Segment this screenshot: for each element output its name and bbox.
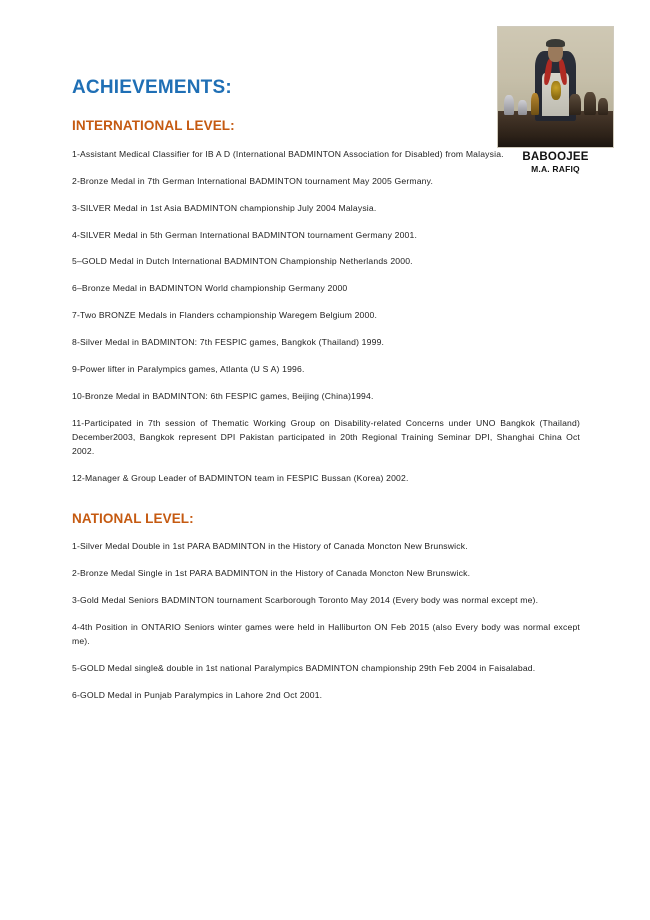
achievement-item: 5-GOLD Medal single& double in 1st national Paralympics BADMINTON championship 29th Feb 2004 in Faisalabad. bbox=[72, 663, 536, 674]
photo-person-cap bbox=[546, 39, 564, 47]
section-national bbox=[72, 512, 580, 703]
photo-caption-subtitle: M.A. RAFIQ bbox=[531, 163, 580, 174]
achievement-item: 6–Bronze Medal in BADMINTON World championship Germany 2000 bbox=[72, 283, 348, 294]
photo-trophy bbox=[598, 98, 608, 115]
achievement-item: 1-Silver Medal Double in 1st PARA BADMINTON in the History of Canada Moncton New Brunswick. bbox=[72, 541, 468, 552]
achievement-item: 12-Manager & Group Leader of BADMINTON team in FESPIC Bussan (Korea) 2002. bbox=[72, 472, 409, 483]
achievement-item: 6-GOLD Medal in Punjab Paralympics in Lahore 2nd Oct 2001. bbox=[72, 690, 323, 701]
achievement-item: 9-Power lifter in Paralympics games, Atlanta (U S A) 1996. bbox=[72, 364, 305, 375]
section-heading-international: INTERNATIONAL LEVEL: bbox=[72, 117, 235, 133]
achievement-item: 3-SILVER Medal in 1st Asia BADMINTON championship July 2004 Malaysia. bbox=[72, 202, 377, 213]
achievement-item: 8-Silver Medal in BADMINTON: 7th FESPIC games, Bangkok (Thailand) 1999. bbox=[72, 337, 385, 348]
achievement-item: 11-Participated in 7th session of Thematic Working Group on Disability-related Concerns under UNO Bangkok (Thailand) December2003, Bangkok represent DPI Pakistan participated in 20th Regional Training Seminar DPI, Shanghai China Oct 2002. bbox=[72, 417, 580, 456]
achievement-item: 4-4th Position in ONTARIO Seniors winter games were held in Halliburton ON Feb 2015 (also Every body was normal except me). bbox=[72, 622, 580, 647]
section-international bbox=[72, 119, 580, 486]
photo-caption-name: BABOOJEE bbox=[522, 151, 589, 163]
achievement-item: 7-Two BRONZE Medals in Flanders cchampionship Waregem Belgium 2000. bbox=[72, 310, 378, 321]
achievement-item: 2-Bronze Medal Single in 1st PARA BADMINTON in the History of Canada Moncton New Brunswick. bbox=[72, 568, 471, 579]
achievement-item: 5–GOLD Medal in Dutch International BADMINTON Championship Netherlands 2000. bbox=[72, 256, 413, 267]
achievement-item: 3-Gold Medal Seniors BADMINTON tournament Scarborough Toronto May 2014 (Every body was normal except me). bbox=[72, 595, 539, 606]
achievement-item: 1-Assistant Medical Classifier for IB A D (International BADMINTON Association for Disabled) from Malaysia. bbox=[72, 148, 504, 159]
photo-trophy bbox=[584, 92, 596, 115]
achievement-item: 4-SILVER Medal in 5th German International BADMINTON tournament Germany 2001. bbox=[72, 229, 418, 240]
section-heading-national: NATIONAL LEVEL: bbox=[72, 510, 194, 526]
document-content bbox=[72, 78, 580, 703]
achievement-item: 2-Bronze Medal in 7th German International BADMINTON tournament May 2005 Germany. bbox=[72, 175, 434, 186]
achievement-item: 10-Bronze Medal in BADMINTON: 6th FESPIC games, Beijing (China)1994. bbox=[72, 391, 374, 402]
page-title: ACHIEVEMENTS: bbox=[72, 77, 232, 98]
